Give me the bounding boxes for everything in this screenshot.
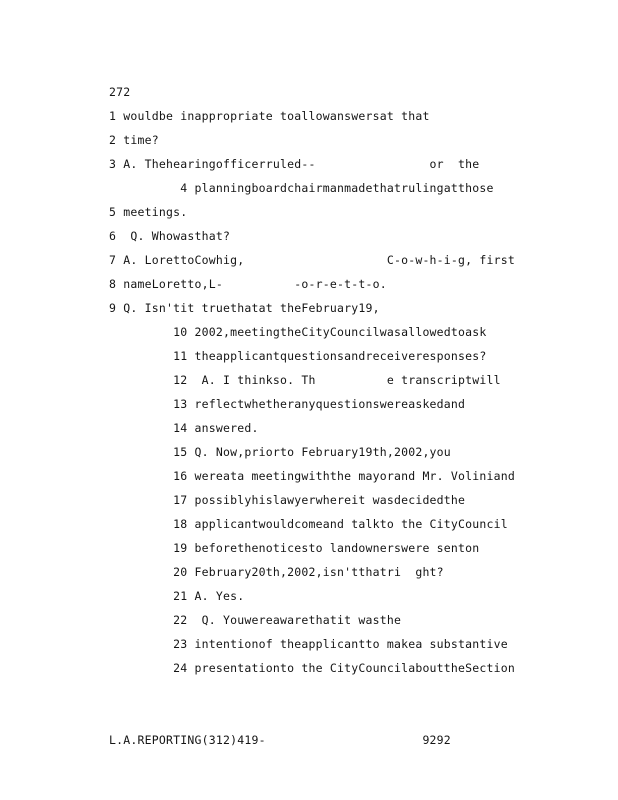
transcript-line-12: 12 A. I thinkso. Th e transcriptwill bbox=[109, 373, 501, 387]
transcript-line-9: 9 Q. Isn'tit truethatat theFebruary19, bbox=[109, 301, 380, 315]
transcript-line-11: 11 theapplicantquestionsandreceiveresponses? bbox=[109, 349, 487, 363]
transcript-line-21: 21 A. Yes. bbox=[109, 589, 245, 603]
transcript-line-6: 6 Q. Whowasthat? bbox=[109, 229, 231, 243]
transcript-line-20: 20 February20th,2002,isn'tthatri ght? bbox=[109, 565, 444, 579]
transcript-line-17: 17 possiblyhislawyerwhereit wasdecidedthe bbox=[109, 493, 466, 507]
transcript-line-3: 3 A. Thehearingofficerruled-- or the bbox=[109, 157, 480, 171]
transcript-line-7: 7 A. LorettoCowhig, C-o-w-h-i-g, first bbox=[109, 253, 516, 267]
transcript-line-14: 14 answered. bbox=[109, 421, 259, 435]
reporter-footer: L.A.REPORTING(312)419- 9292 bbox=[109, 733, 451, 747]
transcript-line-16: 16 wereata meetingwiththe mayorand Mr. Voliniand bbox=[109, 469, 516, 483]
transcript-line-4: 4 planningboardchairmanmadethatrulingatthose bbox=[109, 181, 494, 195]
page-number: 272 bbox=[109, 85, 131, 99]
transcript-line-15: 15 Q. Now,priorto February19th,2002,you bbox=[109, 445, 451, 459]
transcript-line-8: 8 nameLoretto,L- -o-r-e-t-t-o. bbox=[109, 277, 387, 291]
transcript-line-19: 19 beforethenoticesto landownerswere senton bbox=[109, 541, 480, 555]
transcript-line-2: 2 time? bbox=[109, 133, 159, 147]
transcript-line-10: 10 2002,meetingtheCityCouncilwasallowedtoask bbox=[109, 325, 487, 339]
transcript-line-18: 18 applicantwouldcomeand talkto the CityCouncil bbox=[109, 517, 508, 531]
transcript-line-5: 5 meetings. bbox=[109, 205, 188, 219]
transcript-line-23: 23 intentionof theapplicantto makea substantive bbox=[109, 637, 508, 651]
transcript-line-13: 13 reflectwhetheranyquestionswereaskedand bbox=[109, 397, 466, 411]
transcript-line-24: 24 presentationto the CityCouncilabouttheSection bbox=[109, 661, 516, 675]
transcript-line-22: 22 Q. Youwereawarethatit wasthe bbox=[109, 613, 402, 627]
transcript-line-1: 1 wouldbe inappropriate toallowanswersat that bbox=[109, 109, 430, 123]
